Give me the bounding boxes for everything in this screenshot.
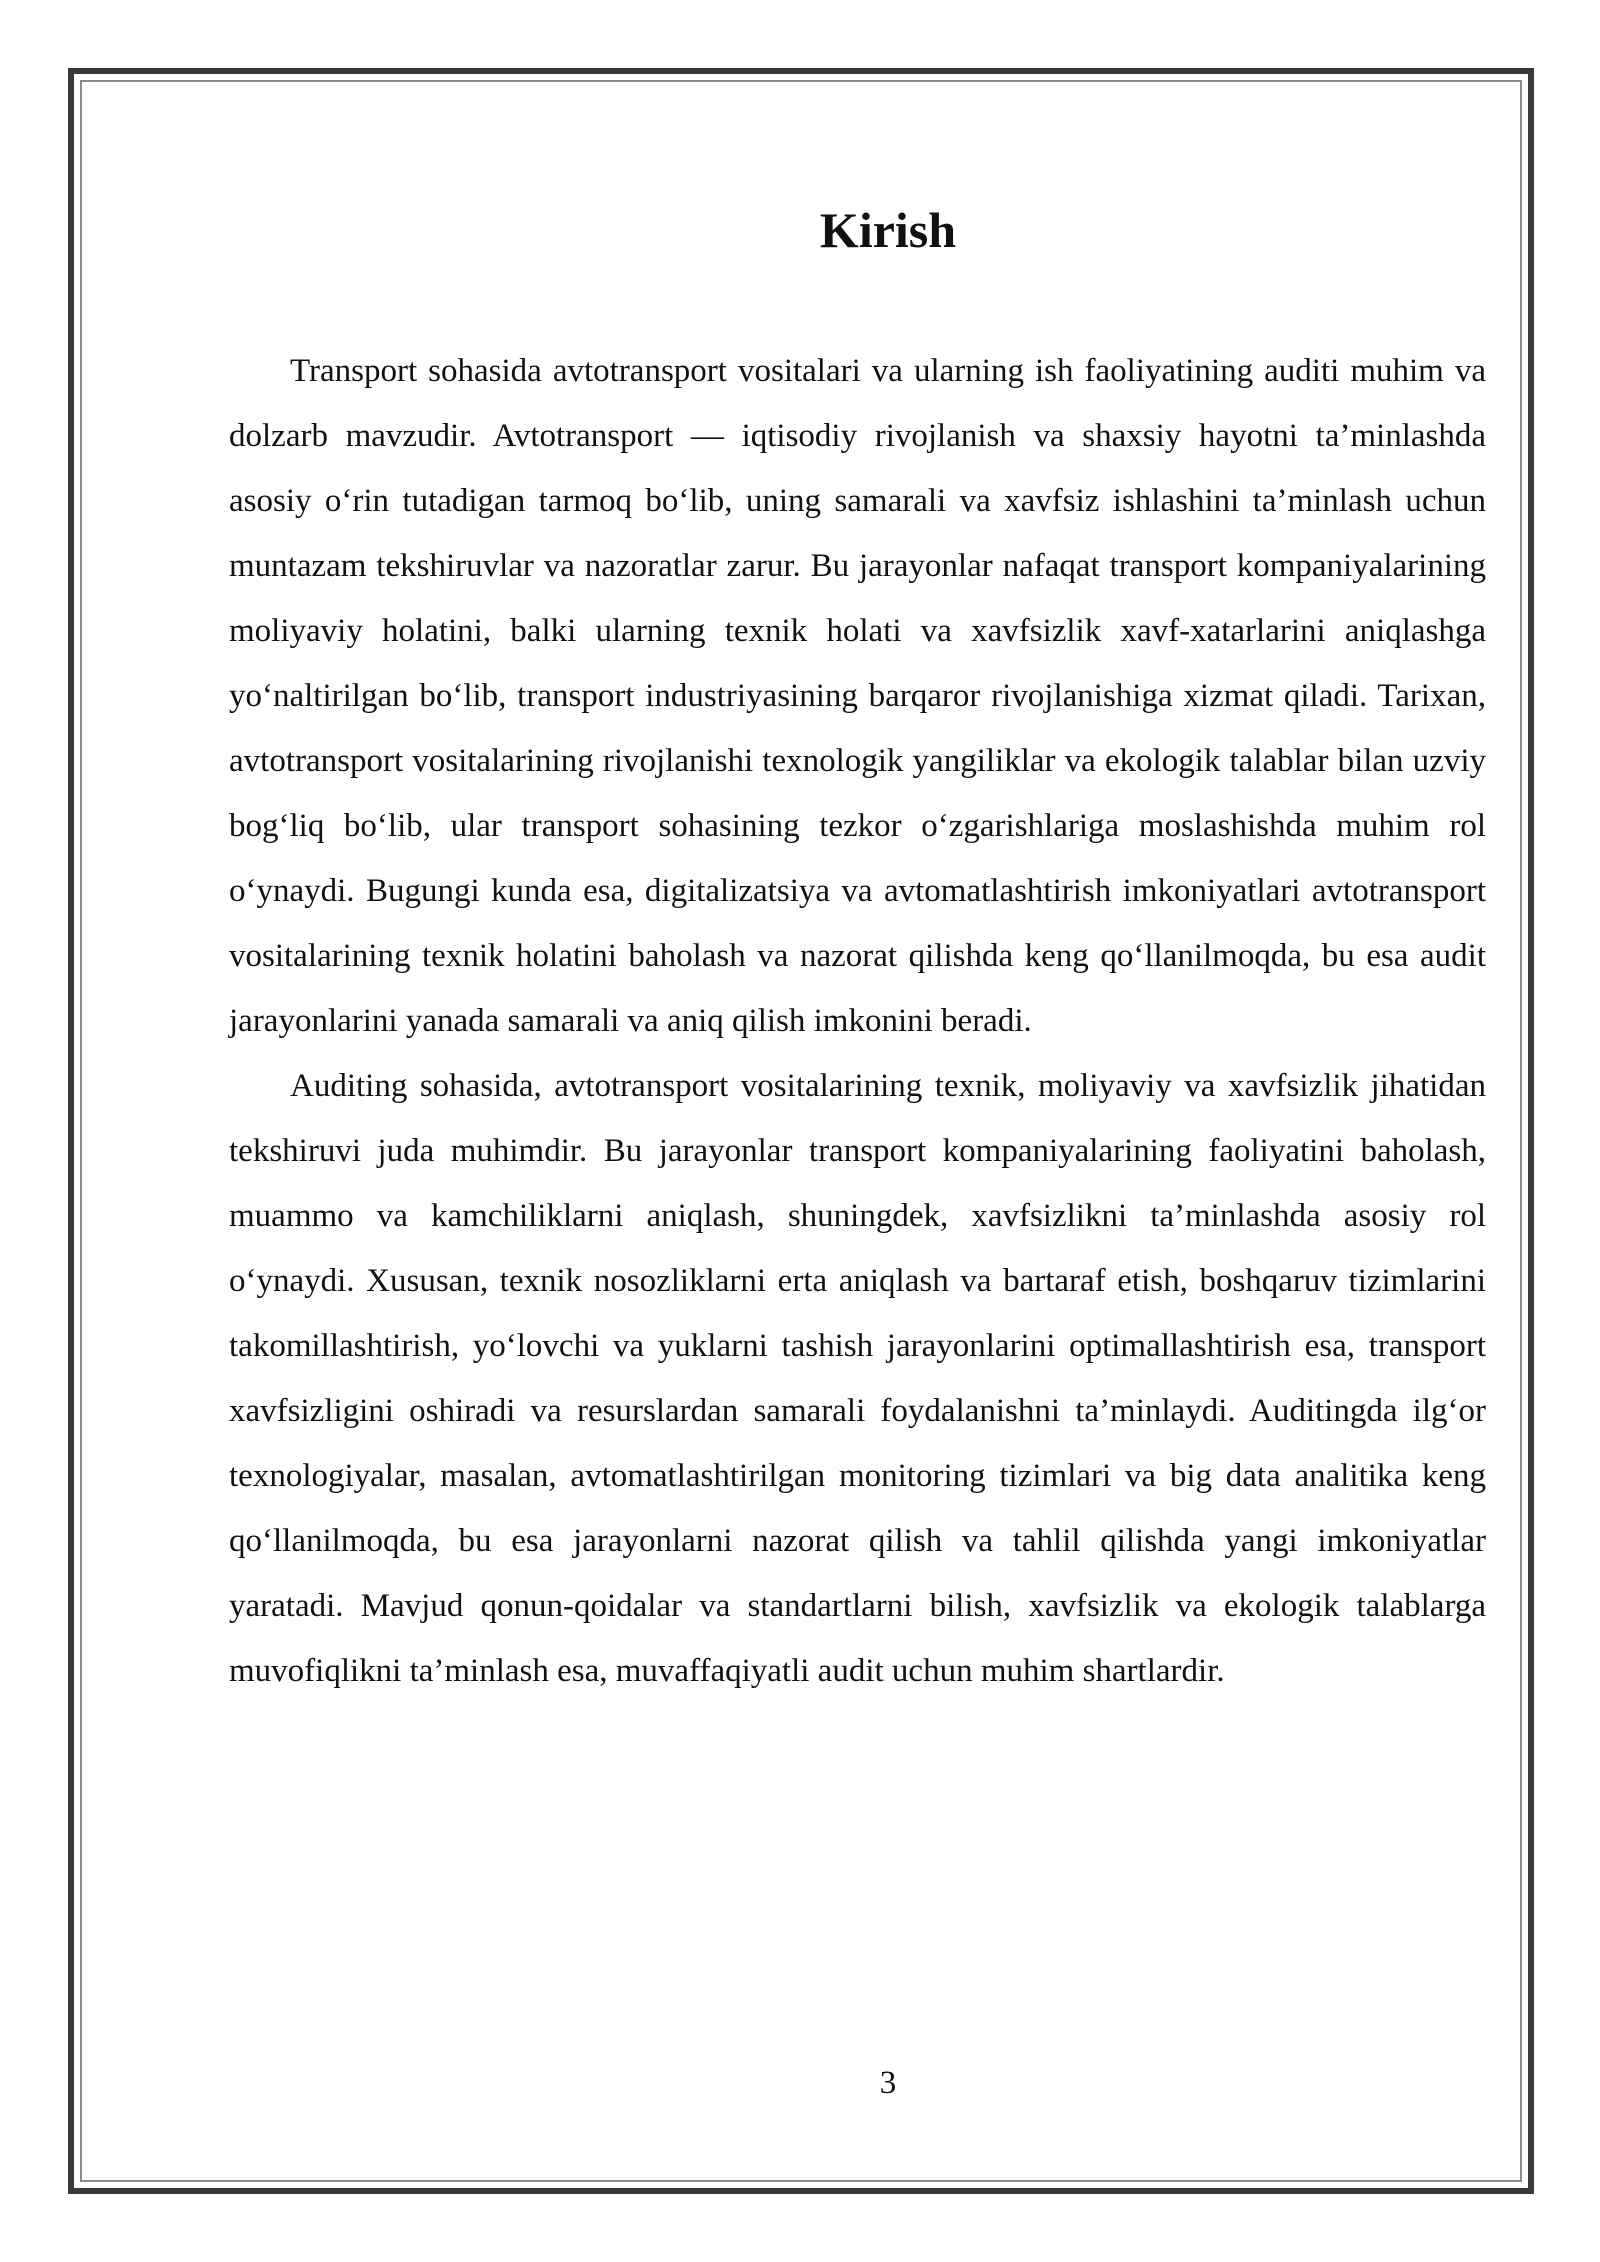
page-number: 3 (879, 2065, 897, 2101)
paragraph-2: Auditing sohasida, avtotransport vositalarining texnik, moliyaviy va xavfsizlik jihatidan tekshiruvi juda muhimdir. Bu jarayonlar transport kompaniyalarining faoliyatini baholash, muammo va kamchiliklarni aniqlash, shuningdek, xavfsizlikni ta’minlashda asosiy rol o‘ynaydi. Xususan, texnik nosozliklarni erta aniqlash va bartaraf etish, boshqaruv tizimlarini takomillashtirish, yo‘lovchi va yuklarni tashish jarayonlarini optimallashtirish esa, transport xavfsizligini oshiradi va resurslardan samarali foydalanishni ta’minlaydi. Auditingda ilg‘or texnologiyalar, masalan, avtomatlashtirilgan monitoring tizimlari va big data analitika keng qo‘llanilmoqda, bu esa jarayonlarni nazorat qilish va tahlil qilishda yangi imkoniyatlar yaratadi. Mavjud qonun-qoidalar va standartlarni bilish, xavfsizlik va ekologik talablarga muvofiqlikni ta’minlash esa, muvaffaqiyatli audit uchun muhim shartlardir. (229, 1068, 1486, 1689)
page-title: Kirish (819, 202, 957, 258)
body-text (229, 339, 1486, 1704)
paragraph-1: Transport sohasida avtotransport vositalari va ularning ish faoliyatining auditi muhim va dolzarb mavzudir. Avtotransport — iqtisodiy rivojlanish va shaxsiy hayotni ta’minlashda asosiy o‘rin tutadigan tarmoq bo‘lib, uning samarali va xavfsiz ishlashini ta’minlash uchun muntazam tekshiruvlar va nazoratlar zarur. Bu jarayonlar nafaqat transport kompaniyalarining moliyaviy holatini, balki ularning texnik holati va xavfsizlik xavf-xatarlarini aniqlashga yo‘naltirilgan bo‘lib, transport industriyasining barqaror rivojlanishiga xizmat qiladi. Tarixan, avtotransport vositalarining rivojlanishi texnologik yangiliklar va ekologik talablar bilan uzviy bog‘liq bo‘lib, ular transport sohasining tezkor o‘zgarishlariga moslashishda muhim rol o‘ynaydi. Bugungi kunda esa, digitalizatsiya va avtomatlashtirish imkoniyatlari avtotransport vositalarining texnik holatini baholash va nazorat qilishda keng qo‘llanilmoqda, bu esa audit jarayonlarini yanada samarali va aniq qilish imkonini beradi. (229, 353, 1486, 1039)
